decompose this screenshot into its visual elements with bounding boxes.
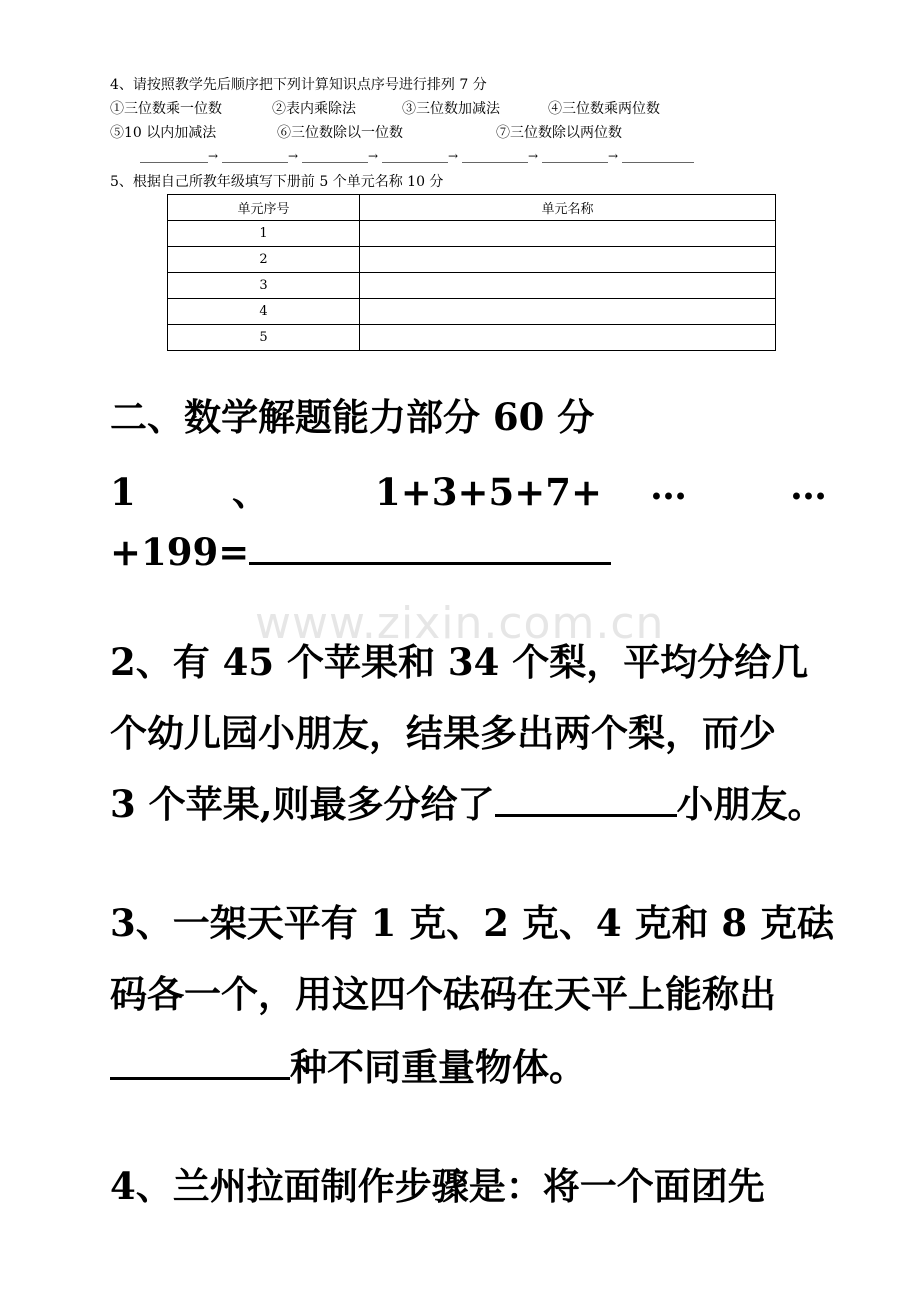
p3-line-2: 码各一个，用这四个砝码在天平上能称出 bbox=[110, 972, 776, 1016]
p1-answer-blank[interactable] bbox=[249, 532, 611, 565]
watermark: www.zixin.com.cn bbox=[255, 598, 665, 649]
unit-name-cell[interactable] bbox=[360, 221, 776, 247]
unit-number-cell: 1 bbox=[168, 221, 360, 247]
arrow-icon: → bbox=[608, 149, 619, 163]
q4-option-5: ⑤10 以内加减法 bbox=[110, 125, 217, 141]
arrow-icon: → bbox=[208, 149, 219, 163]
q4-title: 4、请按照教学先后顺序把下列计算知识点序号进行排列 7 分 bbox=[110, 77, 487, 93]
section-heading: 二、数学解题能力部分 60 分 bbox=[110, 395, 595, 439]
q4-order-sequence bbox=[140, 149, 700, 165]
unit-table bbox=[167, 194, 776, 351]
order-blank-7[interactable] bbox=[622, 162, 694, 163]
arrow-icon: → bbox=[528, 149, 539, 163]
p1-expression: 1+3+5+7+ bbox=[375, 470, 602, 514]
unit-name-cell[interactable] bbox=[360, 325, 776, 351]
table-row bbox=[168, 273, 776, 299]
q4-option-3: ③三位数加减法 bbox=[402, 101, 500, 117]
p1-line-2 bbox=[110, 530, 611, 574]
p2-line-3-text: 3 个苹果,则最多分给了 bbox=[110, 782, 495, 826]
table-row bbox=[168, 221, 776, 247]
p2-line-2: 个幼儿园小朋友，结果多出两个梨，而少 bbox=[110, 711, 776, 755]
q5-title: 5、根据自己所教年级填写下册前 5 个单元名称 10 分 bbox=[110, 174, 444, 190]
table-row bbox=[168, 325, 776, 351]
p3-line-3 bbox=[110, 1045, 586, 1089]
unit-number-cell: 5 bbox=[168, 325, 360, 351]
order-blank-4[interactable] bbox=[382, 162, 448, 163]
p1-number: 1 bbox=[110, 470, 136, 514]
q4-option-6: ⑥三位数除以一位数 bbox=[277, 125, 403, 141]
q4-option-1: ①三位数乘一位数 bbox=[110, 101, 222, 117]
p1-expression-end: +199= bbox=[110, 530, 250, 574]
p2-line-1: 2、有 45 个苹果和 34 个梨，平均分给几 bbox=[110, 640, 809, 684]
table-row bbox=[168, 247, 776, 273]
p2-line-3 bbox=[110, 782, 825, 826]
p3-line-3-text: 种不同重量物体。 bbox=[290, 1045, 586, 1089]
order-blank-1[interactable] bbox=[140, 162, 208, 163]
table-row bbox=[168, 299, 776, 325]
arrow-icon: → bbox=[448, 149, 459, 163]
p2-answer-blank[interactable] bbox=[495, 784, 677, 817]
unit-number-cell: 2 bbox=[168, 247, 360, 273]
p2-line-3-end: 小朋友。 bbox=[676, 782, 825, 826]
header-unit-number: 单元序号 bbox=[168, 195, 360, 221]
table-header-row bbox=[168, 195, 776, 221]
p1-separator: 、 bbox=[232, 470, 269, 514]
p3-line-1: 3、一架天平有 1 克、2 克、4 克和 8 克砝 bbox=[110, 901, 835, 945]
arrow-icon: → bbox=[368, 149, 379, 163]
order-blank-2[interactable] bbox=[222, 162, 288, 163]
order-blank-6[interactable] bbox=[542, 162, 608, 163]
header-unit-name: 单元名称 bbox=[360, 195, 776, 221]
q4-option-2: ②表内乘除法 bbox=[272, 101, 356, 117]
unit-number-cell: 3 bbox=[168, 273, 360, 299]
unit-name-cell[interactable] bbox=[360, 273, 776, 299]
unit-name-cell[interactable] bbox=[360, 247, 776, 273]
p1-ellipsis-1: … bbox=[650, 464, 687, 508]
unit-number-cell: 4 bbox=[168, 299, 360, 325]
unit-name-cell[interactable] bbox=[360, 299, 776, 325]
arrow-icon: → bbox=[288, 149, 299, 163]
p1-ellipsis-2: … bbox=[790, 464, 827, 508]
q4-option-7: ⑦三位数除以两位数 bbox=[496, 125, 622, 141]
p4-line-1: 4、兰州拉面制作步骤是：将一个面团先 bbox=[110, 1164, 765, 1208]
order-blank-5[interactable] bbox=[462, 162, 528, 163]
q4-option-4: ④三位数乘两位数 bbox=[548, 101, 660, 117]
order-blank-3[interactable] bbox=[302, 162, 368, 163]
p3-answer-blank[interactable] bbox=[110, 1047, 290, 1080]
